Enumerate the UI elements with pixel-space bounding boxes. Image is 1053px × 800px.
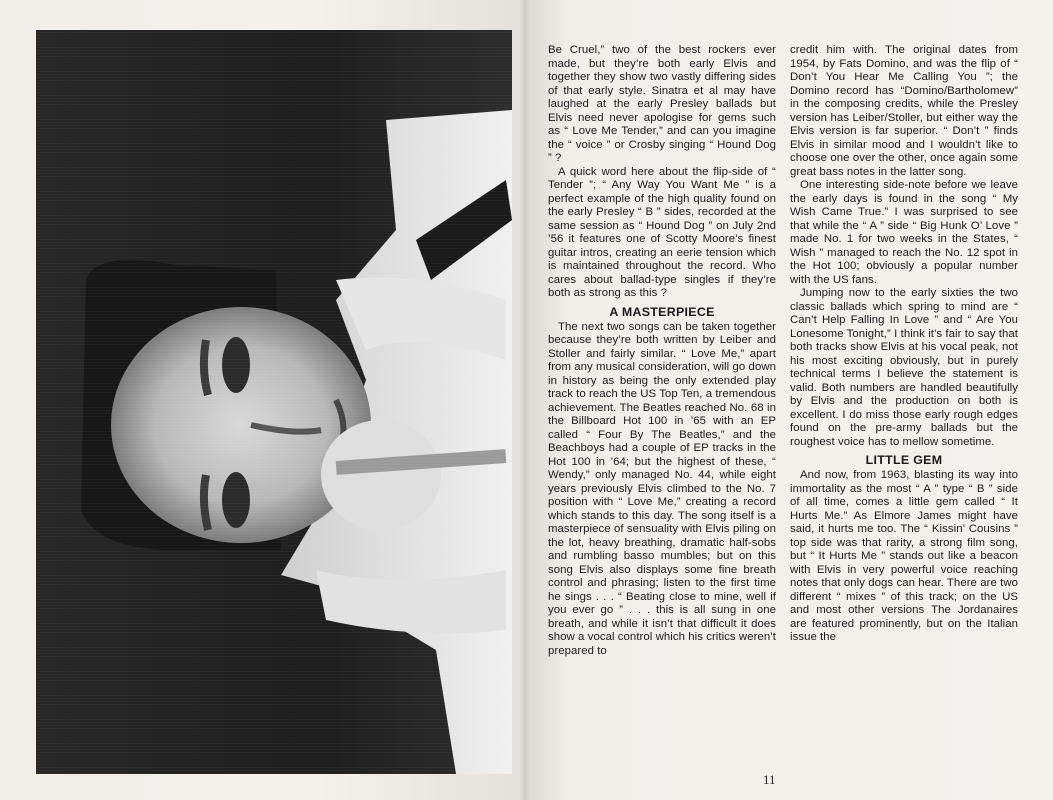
article-column-1: [548, 44, 776, 764]
article-paragraph: A quick word here about the flip-side of “ Tender ”; “ Any Way You Want Me ” is a perfect example of the high quality found on the early Presley “ B ” sides, recorded at the same session as “ Hound Dog ” on July 2nd ’56 it features one of Scotty Moore’s finest guitar intros, creating an eerie tension which is maintained throughout the record. Who cares about ballad-type singles if they’re both as strong as this ?: [548, 165, 776, 299]
article-column-2: [790, 44, 1018, 764]
article-paragraph: And now, from 1963, blasting its way into immortality as the most “ A ” type “ B ” side of all time, comes a little gem called “ It Hurts Me.” As Elmore James might have said, it hurts me too. The “ Kissin’ Cousins ” top side was that rarity, a strong film song, but “ It Hurts Me ” stands out like a beacon with Elvis in very powerful voice reaching notes that only dogs can hear. There are two different “ mixes ” of this track; on the US and most other versions The Jordanaires are featured prominently, but on the Italian issue the: [790, 469, 1018, 643]
article-paragraph: Jumping now to the early sixties the two classic ballads which spring to mind are “ Can’t Help Falling In Love ” and “ Are You Lonesome Tonight,” I think it’s fair to say that both tracks show Elvis at his vocal peak, not his most exciting obviously, but in purely technical terms I believe the statement is valid. Both numbers are handled beautifully by Elvis and the production on both is excellent. I do miss those early rough edges found on the pre-army ballads but the roughest voice has to mellow sometime.: [790, 287, 1018, 448]
article-paragraph: The next two songs can be taken together because they’re both written by Leiber and Stoller and fairly similar. “ Love Me,” apart from any musical consideration, will go down in history as being the only extended play track to reach the US Top Ten, a tremendous achievement. The Beatles reached No. 68 in the Billboard Hot 100 in ’65 with an EP called “ Four By The Beatles,” and the Beachboys had a couple of EP tracks in the Hot 100 in ’64; but the highest of these, “ Wendy,” only managed No. 44, while eight years previously Elvis climbed to the No. 7 position with “ Love Me,” creating a record which stands to this day. The song itself is a masterpiece of sensuality with Elvis piling on the lot, heavy breathing, dramatic half-sobs and rumbling basso mumbles; but on this song Elvis also displays some fine breath control and phrasing; listen to the first time he sings . . . “ Beating close to mine, well if you ever go ” . . . this is all sung in one breath, and while it isn’t that difficult it does show a vocal control which his critics weren’t prepared to: [548, 320, 776, 657]
page-gutter: [519, 0, 531, 800]
article-paragraph: Be Cruel,” two of the best rockers ever made, but they’re both early Elvis and together they show two vastly differing sides of that early style. Sinatra et al may have laughed at the early Presley ballads but Elvis need never apologise for gems such as “ Love Me Tender,” and can you imagine the “ voice ” or Crosby singing “ Hound Dog ” ?: [548, 44, 776, 164]
portrait-photo-graphic: [36, 30, 512, 774]
article-paragraph: credit him with. The original dates from 1954, by Fats Domino, and was the flip of “ Don’t You Hear Me Calling You ”; the Domino record has “Domino/Bartholomew” in the composing credits, while the Presley version has Leiber/Stoller, but either way the Elvis version is far superior. “ Don’t ” finds Elvis in similar mood and I wouldn’t like to choose one over the other, once again some great bass notes in the latter song.: [790, 44, 1018, 178]
article-paragraph: One interesting side-note before we leave the early days is found in the song “ My Wish Came True.” I was surprised to see that while the “ A ” side “ Big Hunk O’ Love ” made No. 1 for two weeks in the States, “ Wish ” managed to reach the No. 12 spot in the Hot 100; obviously a popular number with the US fans.: [790, 179, 1018, 286]
section-heading-little-gem: LITTLE GEM: [865, 453, 943, 467]
page-number: 11: [763, 772, 776, 787]
article-body: [548, 44, 1018, 764]
portrait-photo: [36, 30, 512, 774]
section-heading-masterpiece: A MASTERPIECE: [609, 304, 715, 319]
